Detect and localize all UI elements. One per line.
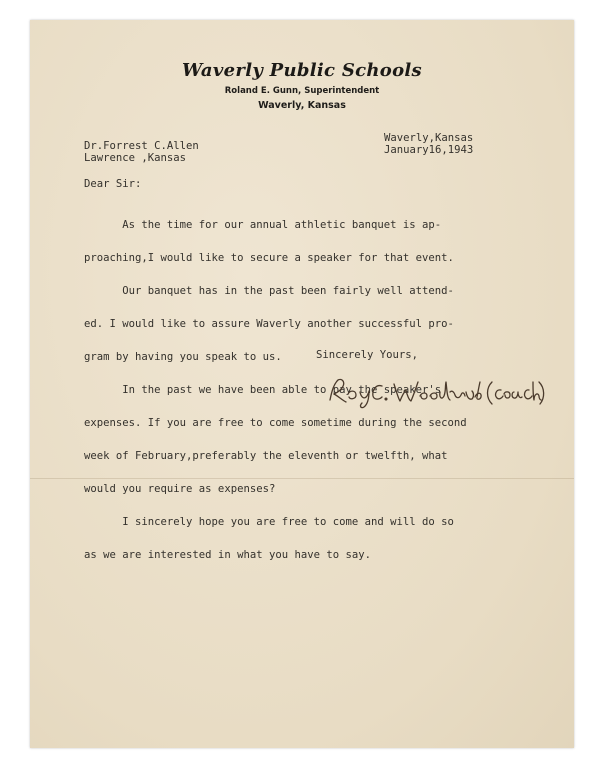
body-line: expenses. If you are free to come sometime during the second — [84, 417, 467, 429]
closing: Sincerely Yours, — [316, 349, 419, 361]
body-line: In the past we have been able to pay the speaker's — [84, 384, 442, 396]
salutation: Dear Sir: — [84, 178, 142, 190]
letterhead-superintendent: Roland E. Gunn, Superintendent — [224, 86, 380, 96]
body-line: would you require as expenses? — [84, 483, 276, 495]
body-line: gram by having you speak to us. — [84, 351, 282, 363]
date-line: January16,1943 — [384, 144, 474, 156]
body-line: As the time for our annual athletic banquet is ap- — [84, 219, 442, 231]
letterhead-location: Waverly, Kansas — [258, 100, 346, 111]
letter-paper — [30, 20, 574, 748]
body-line: I sincerely hope you are free to come and will do so — [84, 516, 454, 528]
body-line: Our banquet has in the past been fairly well attend- — [84, 285, 454, 297]
body-line: as we are interested in what you have to say. — [84, 549, 372, 561]
recipient-name: Dr.Forrest C.Allen — [84, 140, 199, 152]
letterhead-title: Waverly Public Schools — [181, 60, 422, 81]
handwritten-signature — [326, 370, 546, 410]
date-place: Waverly,Kansas — [384, 132, 474, 144]
recipient-city: Lawrence ,Kansas — [84, 152, 187, 164]
body-line: ed. I would like to assure Waverly another successful pro- — [84, 318, 454, 330]
body-line: week of February,preferably the eleventh or twelfth, what — [84, 450, 448, 462]
body-line: proaching,I would like to secure a speaker for that event. — [84, 252, 454, 264]
